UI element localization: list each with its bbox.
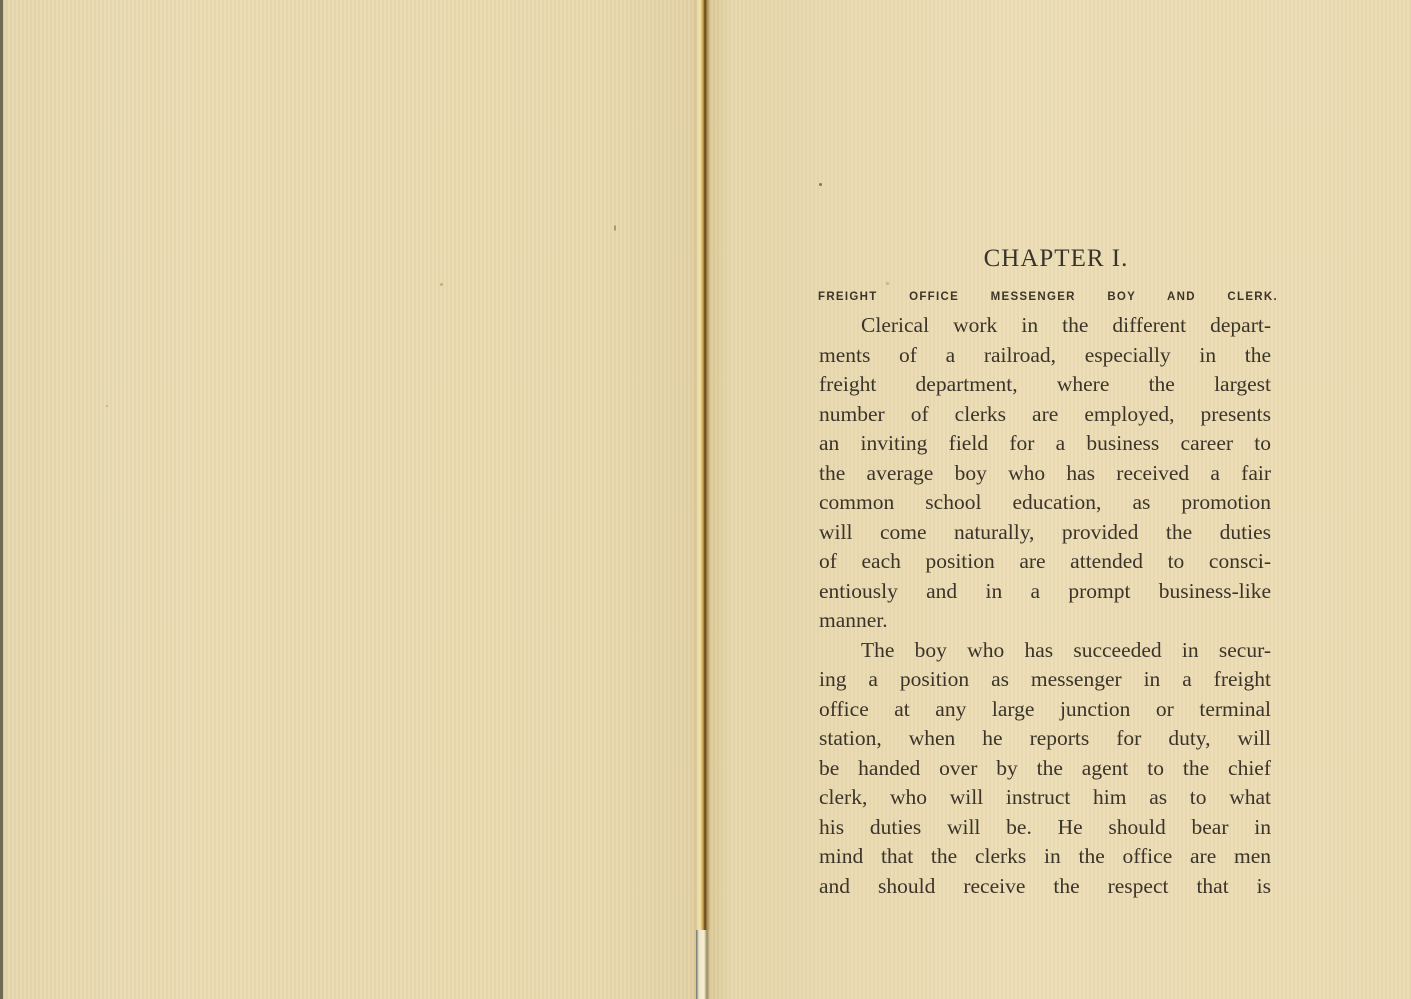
gutter-tear (696, 930, 710, 999)
text-line: and should receive the respect that is (819, 873, 1271, 898)
text-line: be handed over by the agent to the chief (819, 755, 1271, 780)
paper-speck (106, 405, 108, 407)
page-content (811, 245, 1278, 901)
paper-mark (614, 225, 616, 231)
right-page (711, 0, 1411, 999)
text-line: ments of a railroad, especially in the (819, 342, 1271, 367)
text-line: the average boy who has received a fair (819, 460, 1271, 485)
text-line: clerk, who will instruct him as to what (819, 785, 1271, 809)
text-line: manner. (819, 608, 888, 632)
text-line: entiously and in a prompt business-like (819, 578, 1271, 603)
text-line: mind that the clerks in the office are men (819, 844, 1271, 868)
text-line: ing a position as messenger in a freight (819, 667, 1271, 691)
left-page-blank (0, 0, 700, 999)
left-page-edge (0, 0, 3, 999)
text-line: office at any large junction or terminal (819, 696, 1271, 721)
paragraph-2 (811, 636, 1271, 902)
text-line: freight department, where the largest (819, 372, 1271, 396)
text-line: of each position are attended to consci- (819, 549, 1271, 573)
text-line: common school education, as promotion (819, 490, 1271, 514)
text-line: number of clerks are employed, presents (819, 401, 1271, 426)
paper-speck (440, 283, 443, 286)
paragraph-1 (811, 311, 1271, 636)
chapter-subtitle: FREIGHT OFFICE MESSENGER BOY AND CLERK. (818, 291, 1278, 303)
book-gutter (697, 0, 711, 999)
paper-speck (819, 183, 822, 186)
text-line: station, when he reports for duty, will (819, 726, 1271, 750)
text-line: his duties will be. He should bear in (819, 814, 1271, 839)
chapter-title: CHAPTER I. (983, 245, 1129, 272)
text-line: The boy who has succeeded in secur- (861, 637, 1271, 662)
text-line: Clerical work in the different depart- (861, 313, 1271, 337)
text-line: an inviting field for a business career to (819, 431, 1271, 455)
text-line: will come naturally, provided the duties (819, 519, 1271, 544)
